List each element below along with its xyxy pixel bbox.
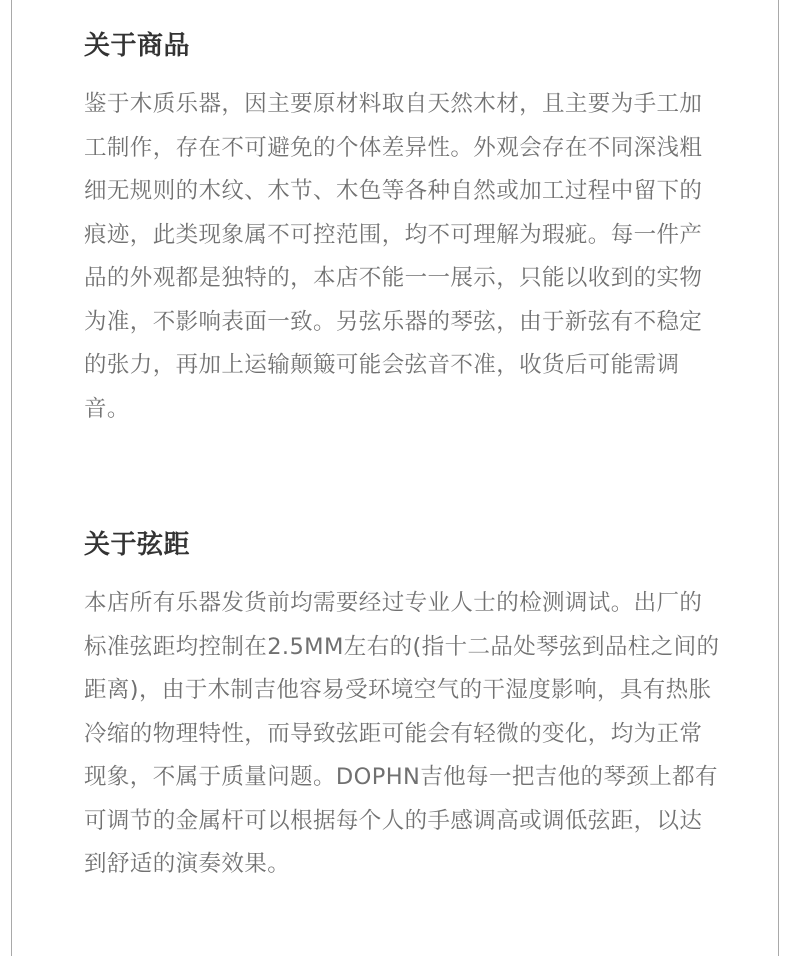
about-string-action-section	[84, 525, 720, 887]
left-border-line	[11, 0, 12, 956]
about-string-action-text: 本店所有乐器发货前均需要经过专业人士的检测调试。出厂的标准弦距均控制在2.5MM左右的(指十二品处琴弦到品柱之间的距离)，由于木制吉他容易受环境空气的干湿度影响，具有热胀冷缩的物理特性，而导致弦距可能会有轻微的变化，均为正常现象，不属于质量问题。DOPHN吉他每一把吉他的琴颈上都有可调节的金属杆可以根据每个人的手感调高或调低弦距，以达到舒适的演奏效果。	[84, 590, 720, 877]
about-product-title: 关于商品	[84, 31, 191, 61]
right-border-line	[778, 0, 779, 956]
about-product-text: 鉴于木质乐器，因主要原材料取自天然木材，且主要为手工加工制作，存在不可避免的个体差异性。外观会存在不同深浅粗细无规则的木纹、木节、木色等各种自然或加工过程中留下的痕迹，此类现象属不可控范围，均不可理解为瑕疵。每一件产品的外观都是独特的，本店不能一一展示，只能以收到的实物为准，不影响表面一致。另弦乐器的琴弦，由于新弦有不稳定的张力，再加上运输颠簸可能会弦音不准，收货后可能需调音。	[84, 91, 703, 422]
about-product-section	[84, 26, 720, 431]
about-string-action-title: 关于弦距	[84, 530, 191, 560]
